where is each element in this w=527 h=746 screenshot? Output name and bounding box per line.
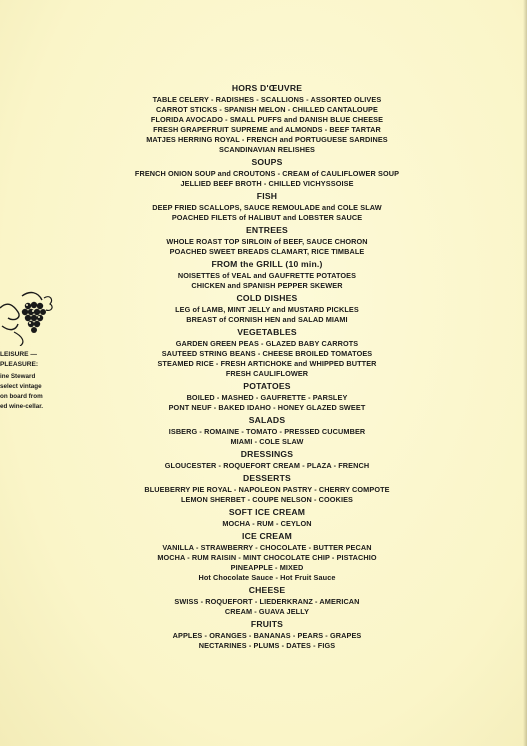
section-heading: VEGETABLES	[237, 327, 297, 337]
wine-text-line: select vintage	[0, 383, 42, 390]
menu-item-line: STEAMED RICE - FRESH ARTICHOKE and WHIPPED BUTTER	[157, 359, 377, 368]
leisure-heading	[0, 350, 38, 370]
menu-item-line: APPLES - ORANGES - BANANAS - PEARS - GRAPES	[172, 631, 362, 640]
wine-steward-text	[0, 372, 43, 412]
page-edge-shadow	[523, 0, 527, 746]
menu-item-line: DEEP FRIED SCALLOPS, SAUCE REMOULADE and COLE SLAW	[152, 203, 382, 212]
menu-item-line: FRENCH ONION SOUP and CROUTONS - CREAM of CAULIFLOWER SOUP	[134, 169, 400, 178]
menu-item-line: MOCHA - RUM - CEYLON	[222, 519, 312, 528]
menu-item-line: BREAST of CORNISH HEN and SALAD MIAMI	[186, 315, 348, 324]
section-heading: SOFT ICE CREAM	[228, 507, 306, 517]
section-heading: HORS D'ŒUVRE	[231, 83, 303, 93]
menu-item-line: FRESH CAULIFLOWER	[225, 369, 309, 378]
menu-list	[112, 83, 422, 651]
menu-item-line: CHICKEN and SPANISH PEPPER SKEWER	[191, 281, 343, 290]
menu-item-line: SAUTEED STRING BEANS - CHEESE BROILED TOMATOES	[161, 349, 373, 358]
leisure-heading-line: PLEASURE:	[0, 361, 39, 368]
section-heading: COLD DISHES	[236, 293, 298, 303]
section-heading: DESSERTS	[243, 473, 291, 483]
section-heading: POTATOES	[243, 381, 291, 391]
menu-item-line: POACHED FILETS of HALIBUT and LOBSTER SAUCE	[171, 213, 363, 222]
wine-text-line: ed wine-cellar.	[0, 403, 44, 410]
menu-item-line: NOISETTES of VEAL and GAUFRETTE POTATOES	[177, 271, 357, 280]
menu-item-line: Hot Chocolate Sauce - Hot Fruit Sauce	[198, 573, 336, 582]
wine-text-line: ine Steward	[0, 373, 36, 380]
wine-text-line: on board from	[0, 393, 43, 400]
section-heading: ICE CREAM	[241, 531, 293, 541]
menu-item-line: BOILED - MASHED - GAUFRETTE - PARSLEY	[186, 393, 348, 402]
menu-item-line: MIAMI - COLE SLAW	[230, 437, 304, 446]
menu-item-line: PINEAPPLE - MIXED	[230, 563, 304, 572]
menu-item-line: NECTARINES - PLUMS - DATES - FIGS	[198, 641, 336, 650]
menu-item-line: MOCHA - RUM RAISIN - MINT CHOCOLATE CHIP - PISTACHIO	[157, 553, 377, 562]
section-heading: SALADS	[248, 415, 286, 425]
menu-item-line: VANILLA - STRAWBERRY - CHOCOLATE - BUTTER PECAN	[162, 543, 372, 552]
menu-item-line: PONT NEUF - BAKED IDAHO - HONEY GLAZED SWEET	[168, 403, 366, 412]
menu-item-line: CARROT STICKS - SPANISH MELON - CHILLED CANTALOUPE	[155, 105, 378, 114]
menu-item-line: SWISS - ROQUEFORT - LIEDERKRANZ - AMERICAN	[174, 597, 360, 606]
grape-vine-icon	[0, 286, 56, 346]
section-heading: CHEESE	[248, 585, 286, 595]
menu-item-line: POACHED SWEET BREADS CLAMART, RICE TIMBALE	[169, 247, 365, 256]
wine-side-panel	[0, 286, 56, 426]
menu-item-line: FLORIDA AVOCADO - SMALL PUFFS and DANISH BLUE CHEESE	[150, 115, 384, 124]
menu-item-line: TABLE CELERY - RADISHES - SCALLIONS - ASSORTED OLIVES	[152, 95, 382, 104]
section-heading: ENTREES	[246, 225, 288, 235]
menu-item-line: BLUEBERRY PIE ROYAL - NAPOLEON PASTRY - CHERRY COMPOTE	[144, 485, 390, 494]
menu-item-line: LEMON SHERBET - COUPE NELSON - COOKIES	[180, 495, 354, 504]
menu-item-line: WHOLE ROAST TOP SIRLOIN of BEEF, SAUCE CHORON	[166, 237, 368, 246]
leisure-heading-line: LEISURE —	[0, 351, 38, 358]
menu-item-line: ISBERG - ROMAINE - TOMATO - PRESSED CUCUMBER	[168, 427, 366, 436]
section-heading: FRUITS	[250, 619, 284, 629]
menu-item-line: MATJES HERRING ROYAL - FRENCH and PORTUGUESE SARDINES	[146, 135, 388, 144]
menu-item-line: FRESH GRAPEFRUIT SUPREME and ALMONDS - BEEF TARTAR	[153, 125, 381, 134]
menu-item-line: GARDEN GREEN PEAS - GLAZED BABY CARROTS	[175, 339, 359, 348]
section-heading: SOUPS	[251, 157, 283, 167]
section-heading: FISH	[256, 191, 278, 201]
section-heading: DRESSINGS	[240, 449, 294, 459]
menu-item-line: CREAM - GUAVA JELLY	[224, 607, 310, 616]
menu-item-line: JELLIED BEEF BROTH - CHILLED VICHYSSOISE	[180, 179, 354, 188]
section-heading: FROM the GRILL (10 min.)	[211, 259, 323, 269]
menu-item-line: SCANDINAVIAN RELISHES	[218, 145, 316, 154]
menu-item-line: LEG of LAMB, MINT JELLY and MUSTARD PICKLES	[175, 305, 359, 314]
menu-item-line: GLOUCESTER - ROQUEFORT CREAM - PLAZA - FRENCH	[164, 461, 370, 470]
